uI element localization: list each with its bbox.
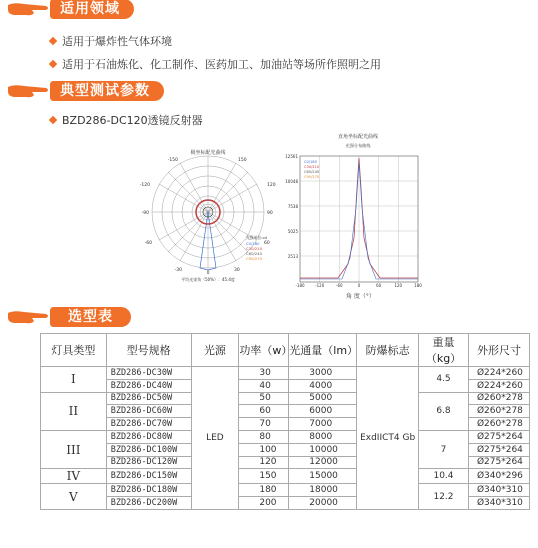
pointing-hand-icon: [6, 308, 50, 326]
power-cell: 40: [239, 379, 289, 392]
size-cell: Ø275*264: [468, 443, 529, 456]
flux-cell: 4000: [289, 379, 357, 392]
column-header: 灯具类型: [41, 334, 107, 367]
bullet-text: BZD286-DC120透镜反射器: [62, 114, 203, 127]
weight-cell: 6.8: [419, 392, 469, 430]
polar-legend-title: 光强单位:cd: [246, 235, 267, 240]
polar-angle-label: 90: [267, 211, 273, 216]
cartesian-y-tick: 12561: [285, 154, 298, 159]
cartesian-legend-item: C60/240: [304, 170, 320, 174]
size-cell: Ø340*296: [468, 469, 529, 484]
selection-table: [40, 333, 530, 510]
size-cell: Ø260*278: [468, 418, 529, 431]
cartesian-x-tick: 60: [376, 283, 382, 288]
bullet-icon: [49, 37, 57, 45]
lamp-type: III: [41, 430, 107, 468]
size-cell: Ø275*264: [468, 456, 529, 469]
bullet-icon: [49, 116, 57, 124]
size-cell: Ø340*310: [468, 497, 529, 510]
polar-legend-item: C30/210: [246, 246, 263, 251]
size-cell: Ø224*260: [468, 367, 529, 380]
power-cell: 70: [239, 418, 289, 431]
polar-legend-item: C0/180: [246, 241, 260, 246]
table-row: [41, 367, 530, 380]
model-cell: BZD286-DC100W: [106, 443, 191, 456]
polar-angle-label: 120: [267, 183, 276, 188]
explosion-mark-cell: ExdIICT4 Gb: [357, 367, 419, 510]
power-cell: 150: [239, 469, 289, 484]
selection-title: 选型表: [50, 307, 131, 327]
size-cell: Ø224*260: [468, 379, 529, 392]
column-header: 光源: [191, 334, 239, 367]
polar-angle-label: 60: [264, 241, 270, 246]
flux-cell: 5000: [289, 392, 357, 405]
cartesian-y-tick: 7538: [287, 204, 298, 209]
pointing-hand-icon: [6, 0, 50, 18]
cartesian-subtitle: 光强分布曲线: [345, 143, 371, 148]
bullet-icon: [49, 60, 57, 68]
table-row: [41, 430, 530, 443]
size-cell: Ø260*278: [468, 405, 529, 418]
weight-cell: 4.5: [419, 367, 469, 393]
polar-angle-label: -60: [144, 241, 152, 246]
flux-cell: 15000: [289, 469, 357, 484]
column-header: 防爆标志: [357, 334, 419, 367]
lamp-type: IV: [41, 469, 107, 484]
polar-angle-label: -120: [139, 183, 150, 188]
model-cell: BZD286-DC40W: [106, 379, 191, 392]
cartesian-legend-item: C30/210: [304, 165, 320, 169]
bullet-text: 适用于爆炸性气体环境: [62, 35, 172, 48]
cartesian-x-tick: -120: [315, 283, 325, 288]
polar-chart: [140, 149, 276, 282]
application-title: 适用领域: [50, 0, 134, 19]
polar-angle-label: 0: [206, 271, 210, 276]
flux-cell: 20000: [289, 497, 357, 510]
flux-cell: 18000: [289, 484, 357, 497]
model-cell: BZD286-DC180W: [106, 484, 191, 497]
polar-title: 极坐标配光曲线: [190, 150, 226, 156]
application-bullet-1: [50, 33, 172, 49]
power-cell: 120: [239, 456, 289, 469]
lamp-type: V: [41, 484, 107, 510]
model-cell: BZD286-DC70W: [106, 418, 191, 431]
size-cell: Ø340*310: [468, 484, 529, 497]
column-header: 重量（kg）: [419, 334, 469, 367]
model-cell: BZD286-DC200W: [106, 497, 191, 510]
polar-footer: 平均光束角（50%）：45.4度: [181, 277, 235, 282]
weight-cell: 12.2: [419, 484, 469, 510]
cartesian-y-tick: 10048: [285, 179, 298, 184]
test-params-bullet-1: [50, 112, 203, 128]
column-header: 功率（w）: [239, 334, 289, 367]
photometric-figure: [128, 128, 428, 288]
power-cell: 50: [239, 392, 289, 405]
model-cell: BZD286-DC50W: [106, 392, 191, 405]
power-cell: 180: [239, 484, 289, 497]
power-cell: 100: [239, 443, 289, 456]
pointing-hand-icon: [6, 82, 50, 100]
flux-cell: 8000: [289, 430, 357, 443]
power-cell: 30: [239, 367, 289, 380]
cartesian-x-tick: 120: [394, 283, 403, 288]
power-cell: 60: [239, 405, 289, 418]
flux-cell: 10000: [289, 443, 357, 456]
power-cell: 200: [239, 497, 289, 510]
size-cell: Ø275*264: [468, 430, 529, 443]
weight-cell: 7: [419, 430, 469, 468]
cartesian-x-tick: 180: [414, 283, 422, 288]
polar-angle-label: 150: [238, 158, 247, 163]
polar-legend-item: C90/270: [246, 256, 263, 261]
cartesian-x-tick: -180: [295, 283, 305, 288]
lamp-type: I: [41, 367, 107, 393]
cartesian-y-tick: 2513: [287, 254, 298, 259]
column-header: 外形尺寸: [468, 334, 529, 367]
model-cell: BZD286-DC120W: [106, 456, 191, 469]
flux-cell: 7000: [289, 418, 357, 431]
test-params-header: [6, 80, 164, 102]
flux-cell: 3000: [289, 367, 357, 380]
cartesian-legend-item: C90/270: [304, 175, 320, 179]
weight-cell: 10.4: [419, 469, 469, 484]
polar-angle-label: -150: [167, 158, 178, 163]
size-cell: Ø260*278: [468, 392, 529, 405]
model-cell: BZD286-DC30W: [106, 367, 191, 380]
power-cell: 80: [239, 430, 289, 443]
application-header: [6, 0, 134, 20]
cartesian-x-label: 角 度（°）: [346, 293, 375, 300]
flux-cell: 6000: [289, 405, 357, 418]
test-params-title: 典型测试参数: [50, 81, 164, 101]
cartesian-legend-item: C0/180: [304, 160, 317, 164]
polar-angle-label: 30: [234, 268, 240, 273]
column-header: 光通量（lm）: [289, 334, 357, 367]
model-cell: BZD286-DC80W: [106, 430, 191, 443]
table-row: [41, 469, 530, 484]
cartesian-title: 直角坐标配光曲线: [337, 134, 379, 140]
cartesian-x-tick: 0: [357, 283, 361, 288]
polar-angle-label: -30: [174, 268, 182, 273]
flux-cell: 12000: [289, 456, 357, 469]
table-row: [41, 484, 530, 497]
table-row: [41, 392, 530, 405]
cartesian-x-tick: -60: [336, 283, 343, 288]
cartesian-y-tick: 5025: [287, 229, 298, 234]
polar-angle-label: -90: [141, 211, 149, 216]
model-cell: BZD286-DC60W: [106, 405, 191, 418]
light-source-cell: LED: [191, 367, 239, 510]
bullet-text: 适用于石油炼化、化工制作、医药加工、加油站等场所作照明之用: [62, 58, 381, 71]
table-header-row: [41, 334, 530, 367]
model-cell: BZD286-DC150W: [106, 469, 191, 484]
polar-legend-item: C60/240: [246, 251, 263, 256]
selection-header: [6, 306, 131, 328]
lamp-type: II: [41, 392, 107, 430]
cartesian-chart: [285, 133, 422, 288]
column-header: 型号规格: [106, 334, 191, 367]
application-bullet-2: [50, 56, 381, 72]
